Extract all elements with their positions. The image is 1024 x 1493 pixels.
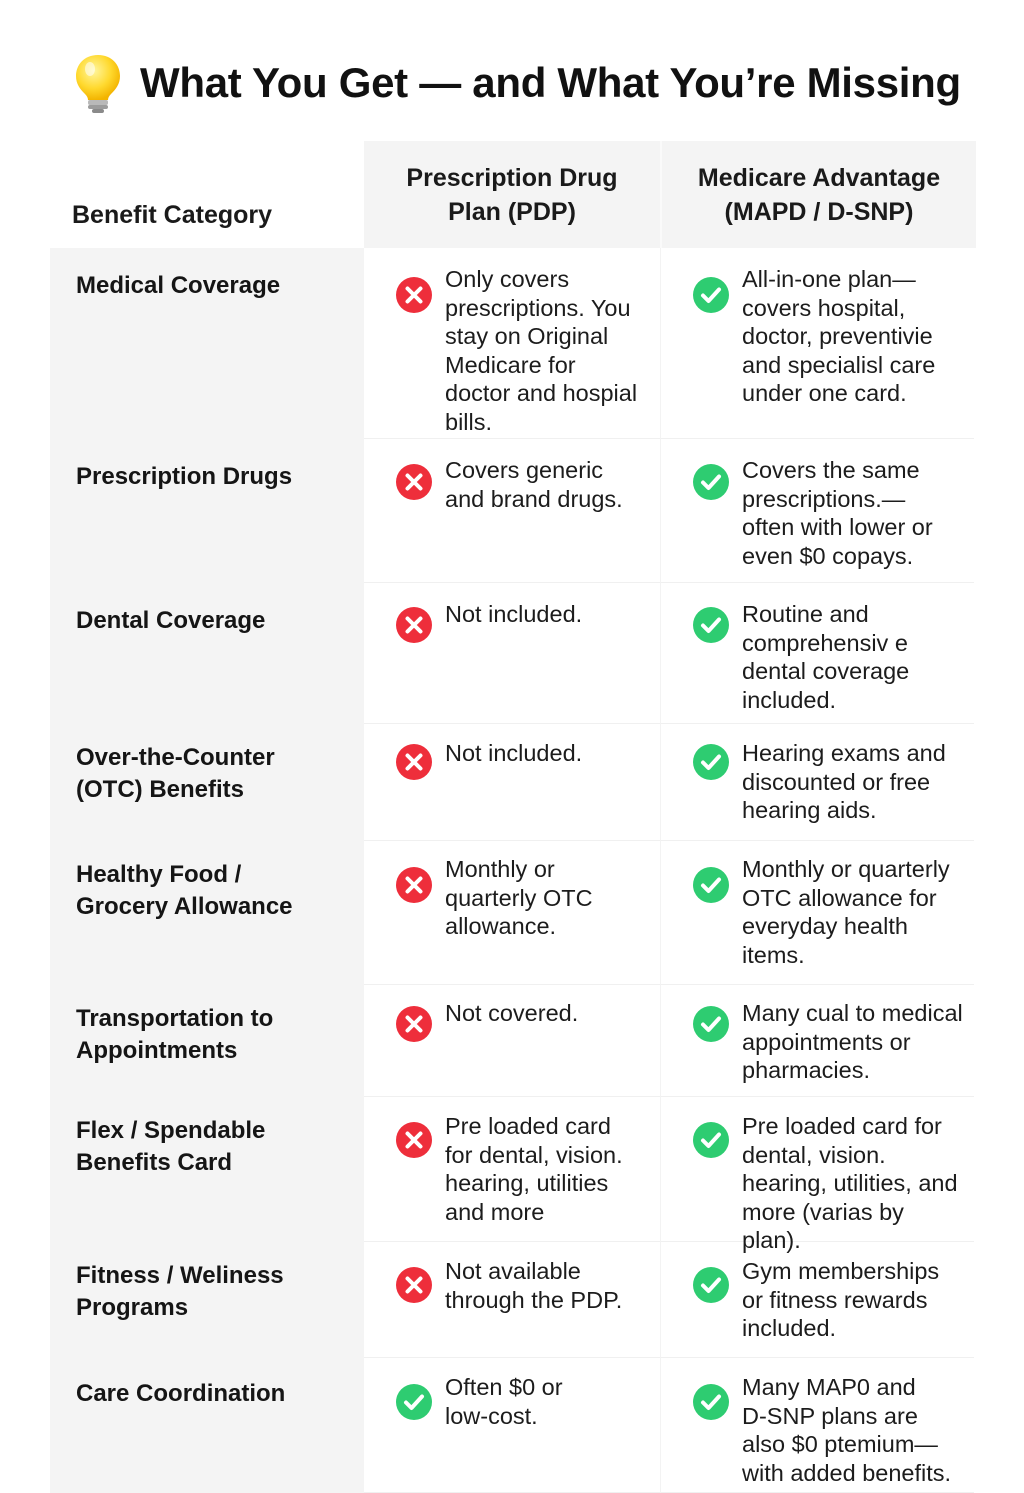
pdp-description: Monthly or quarterly OTC allowance.: [445, 856, 593, 940]
ma-cell: [660, 439, 974, 583]
ma-description: Covers the same prescriptions.— often with lower or even $0 copays.: [742, 457, 933, 569]
benefit-category-cell: [50, 1358, 364, 1493]
title-text: What You Get — and What You’re Missing: [140, 59, 961, 106]
comparison-table: [50, 141, 974, 1493]
page-title: [70, 48, 961, 118]
cross-icon: [395, 1121, 433, 1159]
benefit-category-label: Fitness / Weliness Programs: [76, 1262, 284, 1321]
check-icon: [692, 1383, 730, 1421]
benefit-category-cell: [50, 248, 364, 439]
check-icon: [692, 463, 730, 501]
benefit-category-label: Flex / Spendable Benefits Card: [76, 1117, 266, 1176]
ma-cell: [660, 724, 974, 841]
pdp-description: Only covers prescriptions. You stay on Original Medicare for doctor and hospial bills.: [445, 266, 638, 435]
lightbulb-icon: [70, 51, 126, 115]
column-header-pdp-label: Prescription Drug Plan (PDP): [406, 163, 618, 226]
cross-icon: [395, 743, 433, 781]
table-row: [50, 248, 974, 439]
column-header-pdp: [364, 141, 660, 248]
pdp-description: Not included.: [445, 601, 583, 627]
benefit-category-label: Medical Coverage: [76, 272, 281, 299]
benefit-category-cell: [50, 1242, 364, 1358]
check-icon: [692, 866, 730, 904]
ma-cell: [660, 1358, 974, 1493]
benefit-category-label: Care Coordination: [76, 1380, 286, 1407]
table-row: [50, 985, 974, 1097]
pdp-cell: [364, 1358, 660, 1493]
cross-icon: [395, 463, 433, 501]
ma-cell: [660, 583, 974, 724]
ma-description: Gym memberships or fitness rewards included.: [742, 1258, 940, 1342]
pdp-cell: [364, 1242, 660, 1358]
table-row: [50, 439, 974, 583]
pdp-description: Not available through the PDP.: [445, 1258, 623, 1313]
pdp-description: Pre loaded card for dental, vision. hearing, utilities and more: [445, 1113, 623, 1225]
ma-description: Hearing exams and discounted or free hearing aids.: [742, 740, 946, 824]
check-icon: [395, 1383, 433, 1421]
check-icon: [692, 1266, 730, 1304]
ma-cell: [660, 248, 974, 439]
cross-icon: [395, 866, 433, 904]
ma-description: Many cual to medical appointments or pharmacies.: [742, 1000, 963, 1084]
table-row: [50, 1242, 974, 1358]
pdp-description: Not included.: [445, 740, 583, 766]
column-header-ma: [660, 141, 976, 248]
column-header-category-label: Benefit Category: [72, 201, 273, 229]
cross-icon: [395, 606, 433, 644]
table-row: [50, 724, 974, 841]
check-icon: [692, 1121, 730, 1159]
ma-cell: [660, 985, 974, 1097]
column-header-ma-label: Medicare Advantage (MAPD / D-SNP): [697, 163, 941, 226]
benefit-category-cell: [50, 583, 364, 724]
ma-description: Routine and comprehensiv e dental coverage included.: [742, 601, 910, 713]
benefit-category-label: Over-the-Counter (OTC) Benefits: [76, 744, 275, 803]
pdp-cell: [364, 439, 660, 583]
pdp-cell: [364, 841, 660, 985]
benefit-category-label: Healthy Food / Grocery Allowance: [76, 861, 293, 920]
cross-icon: [395, 276, 433, 314]
pdp-cell: [364, 248, 660, 439]
benefit-category-label: Prescription Drugs: [76, 463, 293, 490]
pdp-cell: [364, 1097, 660, 1242]
benefit-category-cell: [50, 841, 364, 985]
benefit-category-cell: [50, 985, 364, 1097]
ma-cell: [660, 841, 974, 985]
table-row: [50, 841, 974, 985]
benefit-category-cell: [50, 1097, 364, 1242]
ma-cell: [660, 1097, 974, 1254]
ma-description: Monthly or quarterly OTC allowance for everyday health items.: [742, 856, 950, 968]
benefit-category-cell: [50, 439, 364, 583]
cross-icon: [395, 1005, 433, 1043]
benefit-category-cell: [50, 724, 364, 841]
pdp-cell: [364, 985, 660, 1097]
ma-cell: [660, 1242, 974, 1358]
check-icon: [692, 276, 730, 314]
check-icon: [692, 1005, 730, 1043]
check-icon: [692, 606, 730, 644]
table-row: [50, 1358, 974, 1493]
pdp-cell: [364, 583, 660, 724]
table-row: [50, 1097, 974, 1254]
ma-description: Many MAP0 and D-SNP plans are also $0 ptemium— with added benefits.: [742, 1374, 952, 1486]
benefit-category-label: Dental Coverage: [76, 607, 266, 634]
pdp-description: Covers generic and brand drugs.: [445, 457, 623, 512]
cross-icon: [395, 1266, 433, 1304]
ma-description: Pre loaded card for dental, vision. hearing, utilities, and more (varias by plan).: [742, 1113, 958, 1254]
pdp-description: Not covered.: [445, 1000, 579, 1026]
pdp-cell: [364, 724, 660, 841]
benefit-category-label: Transportation to Appointments: [76, 1005, 274, 1064]
table-row: [50, 583, 974, 724]
ma-description: All-in-one plan— covers hospital, doctor, preventivie and specialisl care under one card.: [742, 266, 936, 407]
column-header-category: [50, 141, 364, 248]
check-icon: [692, 743, 730, 781]
pdp-description: Often $0 or low-cost.: [445, 1374, 563, 1429]
